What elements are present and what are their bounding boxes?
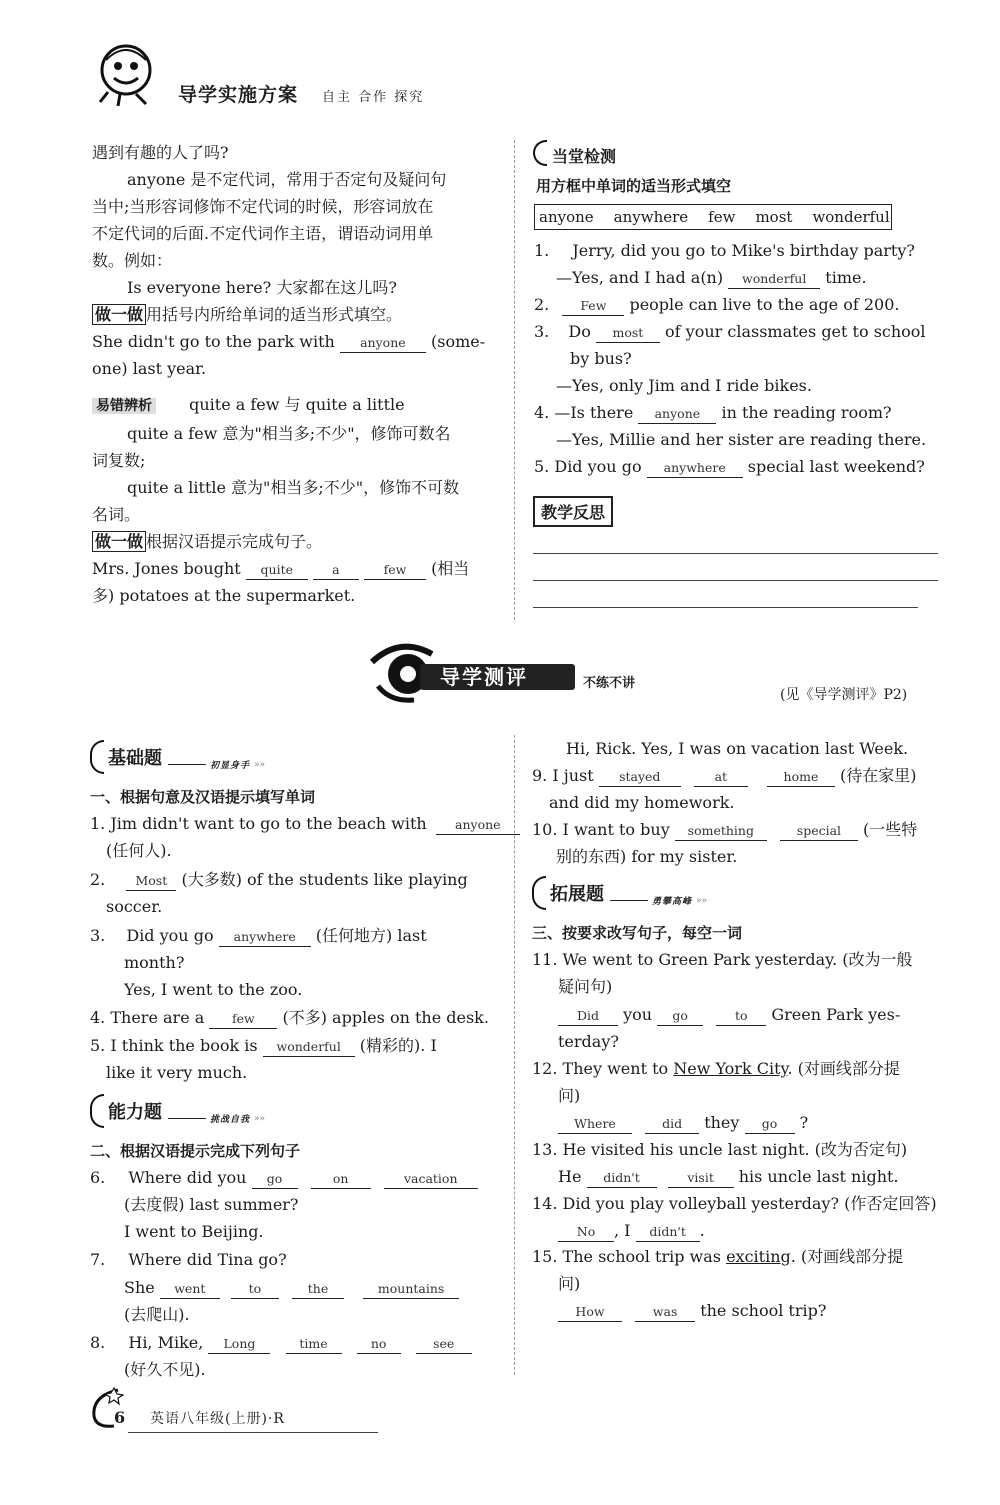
answer-blank: at	[694, 768, 748, 787]
reflection-line	[533, 580, 938, 581]
practice-heading	[92, 531, 322, 553]
question-line: like it very much.	[106, 1063, 248, 1082]
question-number: 7.	[90, 1250, 106, 1269]
question-number: 1.	[534, 241, 550, 260]
page-number: 6	[114, 1408, 126, 1427]
header-title: 导学实施方案	[178, 84, 299, 106]
section-subtitle: 勇攀高峰	[652, 897, 693, 907]
question-line: —Yes, only Jim and I ride bikes.	[556, 376, 812, 395]
question-line	[534, 321, 926, 343]
practice-sentence	[92, 331, 485, 353]
exercise-heading: 一、根据句意及汉语提示填写单词	[90, 788, 316, 806]
given-word: you	[623, 1005, 653, 1024]
question-text: 12. They went to	[532, 1059, 669, 1078]
answer-blank: wonderful	[728, 270, 820, 289]
question-text: 5. I think the book is	[90, 1036, 258, 1055]
answer-blank: stayed	[599, 768, 681, 787]
section-bracket	[532, 876, 546, 910]
question-text: 4. There are a	[90, 1008, 205, 1027]
answer-blank: anywhere	[219, 928, 311, 947]
question-text: Where did you	[128, 1168, 247, 1187]
question-line	[90, 1035, 437, 1057]
question-line	[558, 1112, 808, 1134]
answer-blank: go	[657, 1007, 703, 1026]
question-text: (一些特	[863, 820, 918, 839]
section-subtitle: 挑战自我	[210, 1115, 251, 1125]
question-mark: ?	[799, 1113, 809, 1132]
answer-blank: vacation	[384, 1170, 478, 1189]
question-text: (精彩的). I	[359, 1036, 437, 1055]
question-line	[532, 1246, 903, 1268]
section-subtitle: 初显身手	[210, 761, 251, 771]
question-number: 3.	[90, 926, 106, 945]
question-line	[90, 869, 468, 891]
text-line: 遇到有趣的人了吗?	[92, 143, 229, 162]
word-box-item: wonderful	[812, 208, 890, 226]
answer-blank: to	[716, 1007, 766, 1026]
question-line	[558, 1004, 900, 1026]
text-line: 词复数;	[92, 451, 146, 470]
practice-label: 做一做	[92, 531, 146, 552]
question-line: —Yes, Millie and her sister are reading there.	[556, 430, 927, 449]
question-line: (去度假) last summer?	[124, 1195, 299, 1214]
question-line: Hi, Rick. Yes, I was on vacation last Week.	[566, 739, 909, 758]
question-text: (任何地方) last	[315, 926, 427, 945]
answer-blank: didn't	[587, 1169, 657, 1188]
answer-blank: few	[209, 1010, 277, 1029]
question-text: She	[124, 1278, 155, 1297]
question-text: people can live to the age of 200.	[629, 295, 900, 314]
book-title: 英语八年级(上册)·R	[150, 1411, 285, 1427]
question-line: (任何人).	[106, 841, 172, 860]
yicuo-heading	[92, 394, 405, 417]
question-text: —Yes, and I had a(n)	[556, 268, 724, 287]
answer-blank: anyone	[638, 405, 716, 424]
banner-reference: (见《导学测评》P2)	[780, 687, 908, 703]
answer-blank: Most	[126, 872, 176, 891]
answer-blank: anyone	[340, 334, 426, 353]
answer-blank: visit	[668, 1169, 734, 1188]
question-text: 1. Jim didn't want to go to the beach with	[90, 814, 427, 833]
question-text: (待在家里)	[840, 766, 917, 785]
answer-blank: most	[596, 324, 660, 343]
chevrons-icon: »»	[254, 759, 266, 770]
practice-sentence-cont: 多) potatoes at the supermarket.	[92, 586, 356, 605]
question-line	[532, 819, 917, 841]
question-text: the school trip?	[700, 1301, 827, 1320]
section-title-basic: 基础题	[108, 748, 162, 769]
question-text: special last weekend?	[747, 457, 925, 476]
banner-tagline: 不练不讲	[583, 676, 636, 691]
word-box-item: most	[755, 208, 793, 226]
answer-blank: see	[416, 1335, 472, 1354]
question-line: 问)	[558, 1274, 581, 1293]
text-line: quite a few 意为"相当多;不少"，修饰可数名	[127, 424, 451, 443]
practice-heading	[92, 304, 402, 326]
text-line: quite a little 意为"相当多;不少"，修饰不可数	[127, 478, 460, 497]
answer-blank: did	[645, 1115, 699, 1134]
question-line	[90, 1249, 287, 1271]
answer-blank: Few	[562, 297, 624, 316]
answer-blank: Long	[208, 1335, 270, 1354]
exercise-heading: 三、按要求改写句子，每空一词	[532, 924, 743, 942]
question-line	[558, 1300, 826, 1322]
section-bracket	[533, 140, 547, 166]
question-number: 5.	[534, 457, 550, 476]
section-subtitle-line	[168, 758, 265, 771]
text-line: 数。例如：	[92, 251, 173, 270]
answer-blank: time	[286, 1335, 342, 1354]
section-title-check: 当堂检测	[552, 147, 617, 166]
question-text: Did you go	[126, 926, 214, 945]
answer-blank: quite	[246, 561, 308, 580]
question-line: 14. Did you play volleyball yesterday? (作否定回答)	[532, 1194, 937, 1213]
question-text: 15. The school trip was	[532, 1247, 721, 1266]
sentence-text: (some-	[430, 332, 486, 351]
question-line: terday?	[558, 1032, 619, 1051]
sentence-text: Mrs. Jones bought	[92, 559, 241, 578]
answer-blank: was	[635, 1303, 695, 1322]
question-text: 9. I just	[532, 766, 594, 785]
yicuo-topic: quite a few 与 quite a little	[189, 395, 405, 414]
question-line: (好久不见).	[124, 1360, 206, 1379]
chevrons-icon: »»	[254, 1113, 266, 1124]
question-text: Where did Tina go?	[128, 1250, 287, 1269]
answer-blank: home	[767, 768, 835, 787]
word-box-item: few	[708, 208, 736, 226]
answer-blank: no	[357, 1335, 401, 1354]
answer-blank: Did	[558, 1007, 618, 1026]
answer-blank: mountains	[363, 1280, 459, 1299]
question-line	[534, 294, 899, 316]
answer-blank: wonderful	[263, 1038, 355, 1057]
question-line	[532, 1058, 900, 1080]
answer-blank: How	[558, 1303, 622, 1322]
question-line: 11. We went to Green Park yesterday. (改为一般	[532, 950, 913, 969]
check-instruction: 用方框中单词的适当形式填空	[536, 177, 732, 195]
practice-sentence	[92, 558, 469, 580]
exercise-heading: 二、根据汉语提示完成下列句子	[90, 1142, 301, 1160]
section-subtitle-line	[168, 1112, 265, 1125]
question-line	[90, 1332, 472, 1354]
question-text: He	[558, 1167, 582, 1186]
given-word: , I	[614, 1221, 631, 1240]
example-sentence: Is everyone here? 大家都在这儿吗?	[127, 278, 397, 297]
question-text: (大多数) of the students like playing	[181, 870, 468, 889]
question-line	[556, 267, 867, 289]
mascot-logo	[96, 40, 166, 108]
question-line: and did my homework.	[549, 793, 735, 812]
banner-title: 导学测评	[440, 665, 528, 689]
answer-blank: anyone	[436, 816, 520, 835]
question-number: 8.	[90, 1333, 106, 1352]
underlined-phrase: New York City	[673, 1059, 788, 1078]
answer-blank: Where	[558, 1115, 632, 1134]
yicuo-label: 易错辨析	[92, 398, 156, 414]
question-line	[534, 456, 925, 478]
answer-blank: on	[311, 1170, 371, 1189]
question-line	[90, 925, 427, 947]
question-line	[534, 240, 915, 262]
question-line: 13. He visited his uncle last night. (改为否定句)	[532, 1140, 908, 1159]
answer-blank: went	[160, 1280, 220, 1299]
word-box-item: anyone	[539, 208, 594, 226]
reflection-line	[533, 607, 918, 608]
column-divider-top	[514, 140, 515, 620]
text-line: 不定代词的后面.不定代词作主语，谓语动词用单	[92, 224, 434, 243]
question-line	[124, 1277, 459, 1299]
question-text: time.	[825, 268, 867, 287]
question-text: of your classmates get to school	[665, 322, 926, 341]
answer-blank: special	[780, 822, 858, 841]
practice-instruction: 用括号内所给单词的适当形式填空。	[146, 305, 403, 324]
question-number: 2.	[90, 870, 106, 889]
question-number: 6.	[90, 1168, 106, 1187]
question-number: 2.	[534, 295, 550, 314]
practice-sentence-cont: one) last year.	[92, 359, 207, 378]
question-line: month?	[124, 953, 185, 972]
question-line	[90, 1007, 489, 1029]
question-line	[532, 765, 917, 787]
question-text: in the reading room?	[721, 403, 892, 422]
answer-blank: go	[252, 1170, 298, 1189]
question-text: Did you go	[554, 457, 642, 476]
question-text: Do	[568, 322, 591, 341]
question-line: soccer.	[106, 897, 163, 916]
question-text: . (对画线部分提	[790, 1247, 904, 1266]
answer-blank: to	[231, 1280, 279, 1299]
practice-instruction: 根据汉语提示完成句子。	[146, 532, 323, 551]
answer-blank: go	[745, 1115, 795, 1134]
underlined-phrase: exciting	[726, 1247, 791, 1266]
word-box	[534, 204, 892, 230]
question-text: Green Park yes-	[771, 1005, 901, 1024]
reflection-label: 教学反思	[533, 496, 613, 527]
answer-blank: didn't	[636, 1223, 700, 1242]
word-box-item: anywhere	[613, 208, 689, 226]
question-line	[90, 813, 520, 835]
question-text: 10. I want to buy	[532, 820, 670, 839]
given-word: they	[704, 1113, 740, 1132]
sentence-text: (相当	[431, 559, 470, 578]
question-line: I went to Beijing.	[124, 1222, 264, 1241]
answer-blank: something	[675, 822, 767, 841]
question-line	[558, 1166, 899, 1188]
section-bracket	[90, 1094, 104, 1128]
question-text: Jerry, did you go to Mike's birthday party?	[572, 241, 915, 260]
sentence-text: She didn't go to the park with	[92, 332, 335, 351]
question-text: Hi, Mike,	[128, 1333, 204, 1352]
question-text: (不多) apples on the desk.	[282, 1008, 489, 1027]
practice-label: 做一做	[92, 304, 146, 325]
question-line: (去爬山).	[124, 1305, 190, 1324]
question-line: by bus?	[570, 349, 632, 368]
reflection-line	[533, 553, 938, 554]
text-line: 当中;当形容词修饰不定代词的时候，形容词放在	[92, 197, 434, 216]
answer-blank: anywhere	[647, 459, 743, 478]
section-bracket	[90, 740, 104, 774]
text-line: 名词。	[92, 505, 141, 524]
question-line: 问)	[558, 1086, 581, 1105]
section-title-extension: 拓展题	[550, 884, 604, 905]
question-text: . (对画线部分提	[787, 1059, 900, 1078]
question-line: No , I didn't .	[558, 1220, 705, 1242]
question-line: 疑问句)	[558, 977, 613, 996]
question-text: —Is there	[554, 403, 634, 422]
question-line	[90, 1167, 478, 1189]
answer-blank: No	[558, 1223, 614, 1242]
text-line: anyone 是不定代词，常用于否定句及疑问句	[127, 170, 447, 189]
section-title-ability: 能力题	[108, 1102, 162, 1123]
section-subtitle-line	[610, 894, 707, 907]
answer-blank: the	[292, 1280, 344, 1299]
question-text: his uncle last night.	[738, 1167, 899, 1186]
answer-blank: few	[364, 561, 426, 580]
header-subtitle: 自主 合作 探究	[322, 90, 425, 105]
question-line	[534, 402, 892, 424]
question-line: Yes, I went to the zoo.	[124, 980, 303, 999]
chevrons-icon: »»	[696, 895, 708, 906]
question-number: 4.	[534, 403, 550, 422]
question-line: 别的东西) for my sister.	[556, 847, 738, 866]
question-number: 3.	[534, 322, 550, 341]
footer-rule	[128, 1432, 378, 1433]
answer-blank: a	[313, 561, 359, 580]
